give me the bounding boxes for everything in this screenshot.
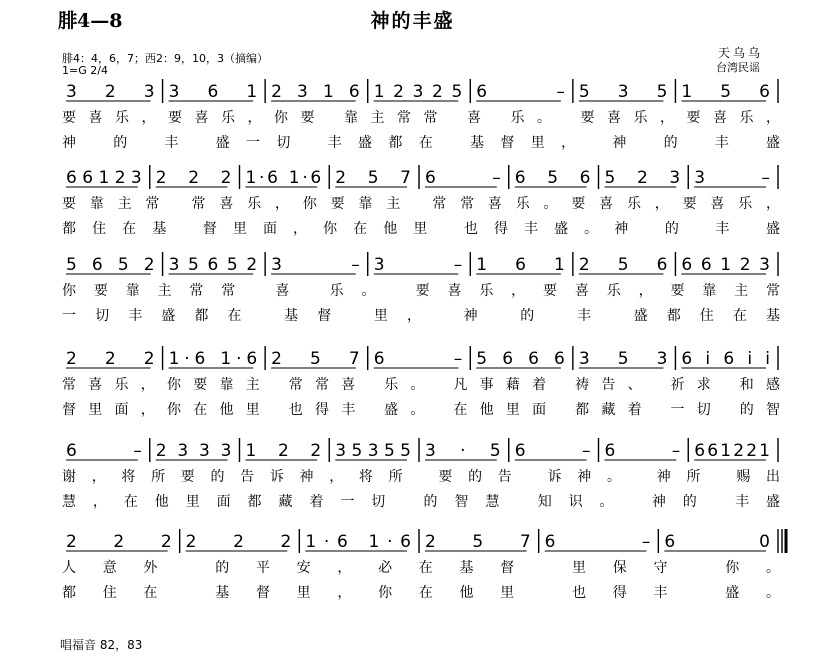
measure-notes: 1 6 1	[476, 255, 565, 275]
measure-notes: 6 –	[373, 349, 463, 369]
page-title: 神的丰盛	[370, 10, 455, 32]
measure-notes: 3 5 3	[578, 349, 668, 369]
measure-notes: 5 6 5 2	[66, 255, 155, 275]
measure-notes: 3 5 3 5 5	[335, 441, 411, 461]
lyric-verse-2: 一切丰盛都在 基督 里， 神 的 丰 盛都住在基	[62, 308, 780, 324]
lyric-verse-1: 谢，将所要的告诉神，将所 要的告 诉神。 神所 赐出	[62, 469, 780, 485]
source-reference: 唱福音 82，83	[60, 638, 143, 652]
measure-notes: 2 5 7	[271, 349, 360, 369]
measure-notes: 2 5 7	[335, 168, 411, 188]
lyric-verse-1: 你要靠主常常 喜 乐。 要喜乐，要喜乐，要靠主常	[62, 283, 780, 299]
measure-notes: 2 2 2	[185, 532, 292, 552]
key-signature: 1=G 2/4	[62, 64, 108, 77]
measure-notes: 3·5	[425, 441, 501, 461]
measure-notes: 3 2 3	[66, 82, 155, 102]
lyric-verse-2: 神 的 丰 盛一切 丰盛都在 基督里， 神 的 丰 盛	[62, 135, 781, 151]
lyric-verse-1: 要靠主常 常喜乐，你要靠主 常常喜乐。要喜乐，要喜乐，	[62, 196, 780, 212]
measure-notes: 3 5 6 5 2	[168, 255, 258, 275]
measure-notes: 2 2 2	[66, 532, 172, 552]
lyric-verse-2: 都住在 基督里，你在他里 也得丰 盛。	[62, 585, 781, 601]
lyric-verse-2: 都住在基 督里面，你在他里 也得丰盛。神 的 丰 盛	[62, 221, 780, 237]
measure-notes: 3 6 1	[168, 82, 258, 102]
lyric-verse-1: 要喜乐，要喜乐，你要 靠主常常 喜 乐。 要喜乐，要喜乐，	[62, 110, 780, 126]
measure-notes: 6 –	[604, 441, 681, 461]
measure-notes: 1 2 2	[245, 441, 322, 461]
measure-notes: 6 –	[425, 168, 501, 188]
lyric-verse-2: 慧，在他里面都藏着一切 的智慧 知识。 神的 丰盛	[62, 494, 780, 510]
measure-notes: 2 2 2	[155, 168, 232, 188]
measure-notes: 3 –	[694, 168, 770, 188]
measure-notes: 6 6 1 2 3	[66, 168, 142, 188]
lyric-verse-1: 常喜乐，你要靠主 常常喜 乐。 凡事藉着 祷告、 祈求 和感	[62, 377, 780, 393]
measure-notes: 5 6 6 6	[476, 349, 565, 369]
measure-notes: 1·6 1·6	[245, 168, 322, 188]
measure-notes: 6 6 1 2 2 1	[694, 441, 770, 461]
tune-origin: 台湾民谣	[716, 61, 760, 74]
measure-notes: 5 2 3	[604, 168, 681, 188]
measure-notes: 6 5 6	[514, 168, 591, 188]
measure-notes: 2 3 1 6	[271, 82, 360, 102]
lyricist: 天乌乌	[718, 46, 764, 60]
measure-notes: 3 –	[373, 255, 463, 275]
measure-notes: 6 –	[66, 441, 142, 461]
measure-notes: 6 –	[476, 82, 565, 102]
measure-notes: 6 0	[664, 532, 770, 552]
measure-notes: 2 3 3 3	[155, 441, 232, 461]
measure-notes: 1 5 6	[681, 82, 770, 102]
measure-notes: 6 –	[544, 532, 651, 552]
measure-notes: 5 3 5	[578, 82, 668, 102]
hymn-number: 腓4—8	[58, 10, 123, 32]
measure-notes: 3 –	[271, 255, 360, 275]
scripture-reference: 腓4：4，6，7；西2：9，10，3（摘编）	[62, 52, 268, 65]
measure-notes: 2 2 2	[66, 349, 155, 369]
measure-notes: 1 2 3 2 5	[373, 82, 463, 102]
lyric-verse-1: 人意外 的平安，必在基督 里保守 你。	[62, 560, 781, 576]
lyric-verse-2: 督里面，你在他里 也得丰 盛。 在他里面 都藏着 一切 的智	[62, 402, 780, 418]
measure-notes: 1·6 1·6	[305, 532, 411, 552]
measure-notes: 6 6 1 2 3	[681, 255, 770, 275]
measure-notes: 1·6 1·6	[168, 349, 258, 369]
measure-notes: 6 i 6 i i	[681, 349, 770, 369]
measure-notes: 2 5 7	[425, 532, 531, 552]
measure-notes: 2 5 6	[578, 255, 668, 275]
measure-notes: 6 –	[514, 441, 591, 461]
